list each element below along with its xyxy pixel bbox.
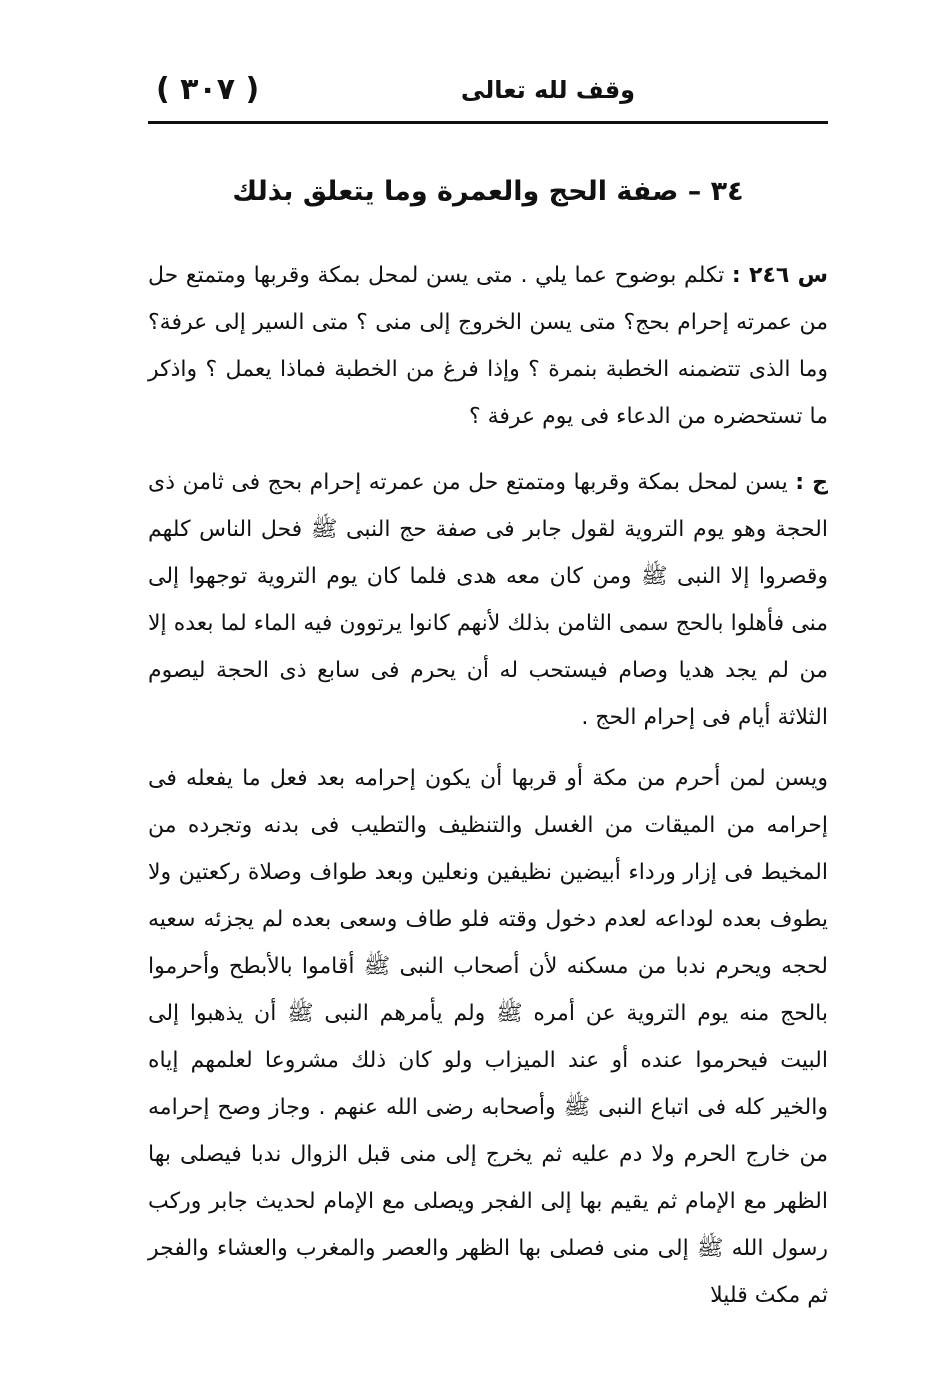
section-title: ٣٤ – صفة الحج والعمرة وما يتعلق بذلك [232, 176, 744, 207]
answer-label: ج : [795, 470, 829, 495]
header-rule [148, 121, 828, 124]
question-text: تكلم بوضوح عما يلي . متى يسن لمحل بمكة وقربها ومتمتع حل من عمرته إحرام بحج؟ متى يسن الخروج إلى منى ؟ متى السير إلى عرفة؟ وما الذى تتضمنه الخطبة بنمرة ؟ وإذا فرغ من الخطبة فماذا يعمل ؟ واذكر ما تستحضره من الدعاء فى يوم عرفة ؟ [148, 263, 828, 429]
question-label: س ٢٤٦ : [731, 263, 828, 288]
continuation-paragraph [148, 755, 828, 1319]
answer-paragraph [148, 459, 828, 741]
answer-text: يسن لمحل بمكة وقربها ومتمتع حل من عمرته إحرام بحج فى ثامن ذى الحجة وهو يوم التروية لقول جابر فى صفة حج النبى ﷺ فحل الناس كلهم وقصروا إلا النبى ﷺ ومن كان معه هدى فلما كان يوم التروية توجهوا إلى منى فأهلوا بالحج سمى الثامن بذلك لأنهم كانوا يرتوون فيه الماء لما بعده إلا من لم يجد هديا وصام فيستحب له أن يحرم فى سابع ذى الحجة ليصوم الثلاثة أيام فى إحرام الحج . [148, 470, 828, 730]
continuation-text: ويسن لمن أحرم من مكة أو قربها أن يكون إحرامه بعد فعل ما يفعله فى إحرامه من الميقات من الغسل والتنظيف والتطيب فى بدنه وتجرده من المخيط فى إزار ورداء أبيضين نظيفين ونعلين وبعد طواف وصلاة ركعتين ولا يطوف بعده لوداعه لعدم دخول وقته فلو طاف وسعى بعده لم يجزئه سعيه لحجه ويحرم ندبا من مسكنه لأن أصحاب النبى ﷺ أقاموا بالأبطح وأحرموا بالحج منه يوم التروية عن أمره ﷺ ولم يأمرهم النبى ﷺ أن يذهبوا إلى البيت فيحرموا عنده أو عند الميزاب ولو كان ذلك مشروعا لعلمهم إياه والخير كله فى اتباع النبى ﷺ وأصحابه رضى الله عنهم . وجاز وصح إحرامه من خارج الحرم ولا دم عليه ثم يخرج إلى منى قبل الزوال ندبا فيصلى بها الظهر مع الإمام ثم يقيم بها إلى الفجر ويصلى مع الإمام لحديث جابر وركب رسول الله ﷺ إلى منى فصلى بها الظهر والعصر والمغرب والعشاء والفجر ثم مكث قليلا [148, 766, 828, 1308]
running-title: وقف لله تعالى [460, 76, 636, 104]
question-paragraph [148, 252, 828, 440]
running-header [148, 66, 828, 118]
page-number: ( ٣٠٧ ) [156, 72, 260, 107]
